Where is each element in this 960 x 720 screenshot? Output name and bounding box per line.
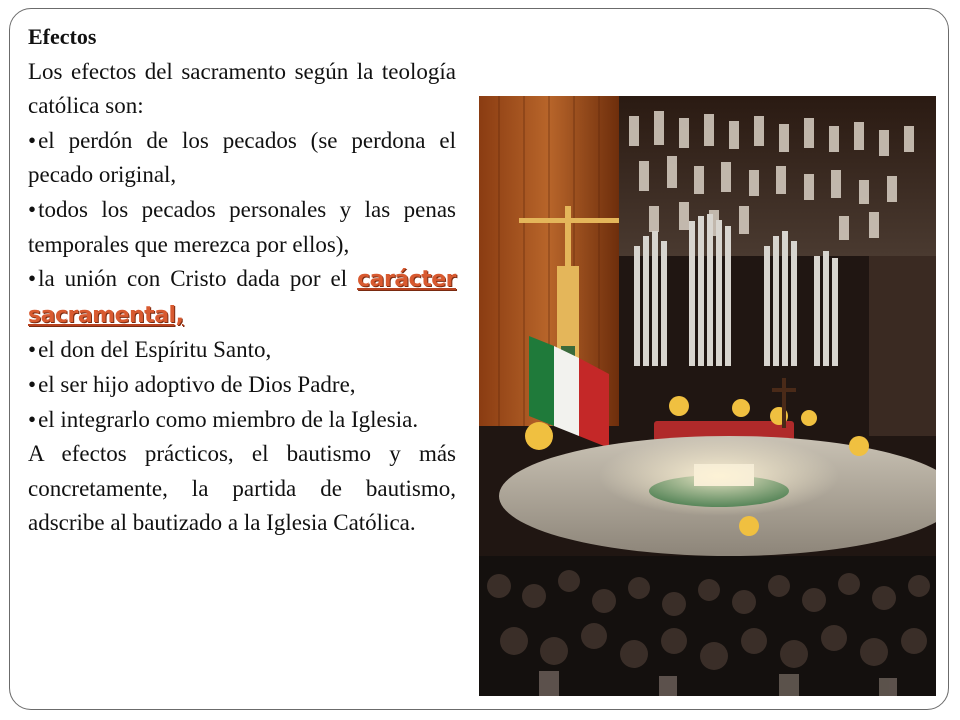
caracter-sacramental-link[interactable]: carácter sacramental,: [28, 267, 457, 328]
basilica-interior-photo: [479, 96, 936, 696]
bullet-item: • el don del Espíritu Santo,: [28, 333, 456, 368]
bullet-item: • todos los pecados personales y las penas temporales que merezca por ellos),: [28, 193, 456, 262]
text-column: [28, 20, 456, 541]
intro-paragraph: Los efectos del sacramento según la teología católica son:: [28, 58, 456, 119]
closing-paragraph: A efectos prácticos, el bautismo y más concretamente, la partida de bautismo, adscribe al bautizado a la Iglesia Católica.: [28, 441, 456, 536]
bullet-text: la unión con Cristo dada por el: [38, 266, 348, 292]
bullet-item: • el ser hijo adoptivo de Dios Padre,: [28, 368, 456, 403]
bullet-item: • el perdón de los pecados (se perdona el pecado original,: [28, 124, 456, 193]
bullet-item-union: [28, 262, 456, 333]
bullet-item: • el integrarlo como miembro de la Iglesia.: [28, 403, 456, 438]
slide-heading: Efectos: [28, 24, 97, 49]
